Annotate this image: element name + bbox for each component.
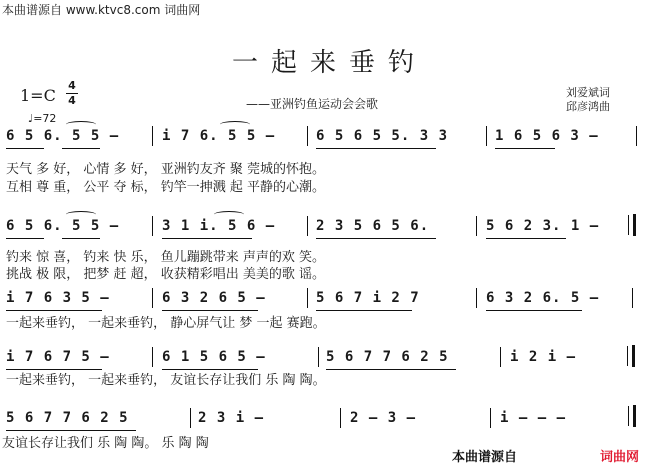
tempo-mark: ♩=72 <box>28 112 57 125</box>
song-title: 一起来垂钓 <box>231 48 427 78</box>
measure: i 7 6 7 5 – <box>6 349 110 365</box>
lyric-line: 钓来 惊 喜， 钓来 快 乐， 鱼儿蹦跳带来 声声的欢 笑。 <box>6 250 326 265</box>
measure: 6 3 2 6 5 – <box>162 290 266 306</box>
measure: 6 3 2 6. 5 – <box>486 290 600 306</box>
measure: 5 6 2 3. 1 – <box>486 218 600 234</box>
measure: 5 6 7 7 6 2 5 <box>326 349 449 365</box>
key-signature: 1=C <box>20 86 56 105</box>
lyricist-credit: 刘爱斌词 <box>566 86 610 99</box>
measure: 6 5 6. 5 5 – <box>6 218 120 234</box>
watermark-bottom-left: 本曲谱源自 <box>452 450 518 465</box>
watermark-bottom-right: 词曲网 <box>600 450 640 465</box>
watermark-top: 本曲谱源自 www.ktvc8.com 词曲网 <box>2 3 201 17</box>
measure: 6 5 6. 5 5 – <box>6 128 120 144</box>
lyric-line: 挑战 极 限， 把梦 赶 超， 收获精彩唱出 美美的歌 谣。 <box>6 267 326 282</box>
measure: 2 – 3 – <box>350 410 417 426</box>
song-subtitle: ——亚洲钓鱼运动会会歌 <box>246 97 379 111</box>
measure: 5 6 7 7 6 2 5 <box>6 410 129 426</box>
measure: i – – – <box>500 410 567 426</box>
lyric-line: 一起来垂钓， 一起来垂钓， 静心屏气让 梦 一起 赛跑。 <box>6 316 326 331</box>
time-signature <box>66 80 78 107</box>
measure: i 7 6 3 5 – <box>6 290 110 306</box>
measure: i 7 6. 5 5 – <box>162 128 276 144</box>
lyric-line: 友谊长存让我们 乐 陶 陶。 乐 陶 陶 <box>2 436 209 451</box>
measure: 6 1 5 6 5 – <box>162 349 266 365</box>
measure: 2 3 5 6 5 6. <box>316 218 430 234</box>
measure: 3 1 i. 5 6 – <box>162 218 276 234</box>
lyric-line: 互相 尊 重， 公平 夺 标， 钓竿一抻溅 起 平静的心潮。 <box>6 180 326 195</box>
measure: 6 5 6 5 5. 3 3 <box>316 128 449 144</box>
measure: 2 3 i – <box>198 410 265 426</box>
time-signature-bottom: 4 <box>68 94 76 107</box>
composer-credit: 邱彦鸿曲 <box>566 100 610 113</box>
lyric-line: 一起来垂钓， 一起来垂钓， 友谊长存让我们 乐 陶 陶。 <box>6 373 326 388</box>
measure: 1 6 5 6 3 – <box>495 128 599 144</box>
lyric-line: 天气 多 好， 心情 多 好， 亚洲钓友齐 聚 莞城的怀抱。 <box>6 162 326 177</box>
measure: i 2 i – <box>510 349 577 365</box>
time-signature-top: 4 <box>68 79 76 92</box>
measure: 5 6 7 i 2 7 <box>316 290 420 306</box>
